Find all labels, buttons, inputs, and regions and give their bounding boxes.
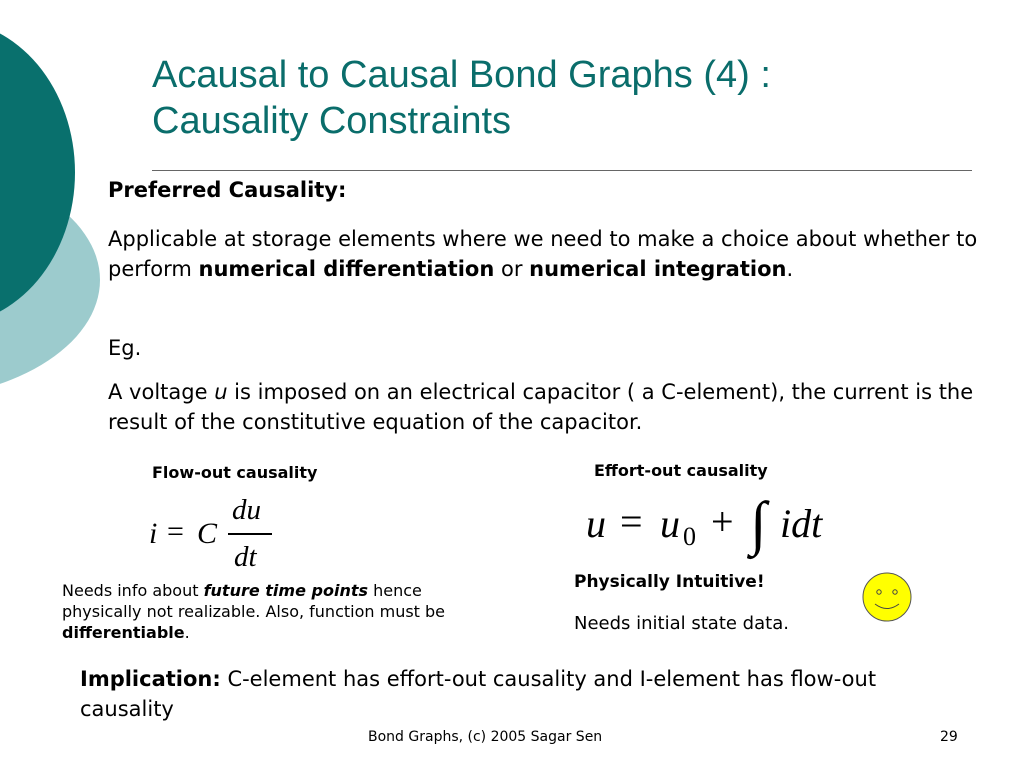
eq-idt: idt [780, 501, 823, 546]
title-line-2: Causality Constraints [152, 100, 512, 142]
physically-intuitive: Physically Intuitive! [574, 572, 765, 592]
eq-u0: u [660, 501, 680, 546]
eq-equals: = [167, 515, 184, 548]
smiley-face-icon [862, 572, 912, 622]
eq-u: u [586, 501, 606, 546]
eq-i: i [149, 517, 158, 550]
initial-state-note: Needs initial state data. [574, 613, 789, 634]
eq-equals-2: = [620, 499, 643, 544]
implication-text: Implication: C-element has effort-out causality and I-element has flow-out causality [80, 667, 877, 721]
slide-title [152, 52, 952, 144]
flow-out-note: Needs info about future time points hence physically not realizable. Also, function must be differentiable. [62, 581, 446, 642]
capacitor-example: A voltage u is imposed on an electrical capacitor ( a C-element), the current is the result of the constitutive equation of the capacitor. [108, 380, 974, 434]
eq-plus: + [711, 499, 734, 544]
fraction-bar [228, 533, 272, 535]
flow-out-label: Flow-out causality [152, 463, 318, 482]
eq-dt: dt [234, 541, 257, 573]
preferred-causality-intro: Applicable at storage elements where we need to make a choice about whether to perform numerical differentiation or numerical integration. [108, 227, 978, 281]
eq-subscript-0: 0 [683, 522, 696, 551]
preferred-causality-heading: Preferred Causality: [108, 178, 347, 202]
title-divider [152, 170, 972, 171]
eg-label: Eg. [108, 336, 142, 360]
page-number: 29 [940, 729, 958, 745]
footer-text: Bond Graphs, (c) 2005 Sagar Sen [368, 729, 603, 745]
eq-c: C [197, 517, 218, 550]
effort-out-label: Effort-out causality [594, 461, 768, 480]
title-line-1: Acausal to Causal Bond Graphs (4) : [152, 54, 771, 96]
integral-icon: ∫ [750, 490, 767, 556]
eq-du: du [232, 494, 261, 526]
